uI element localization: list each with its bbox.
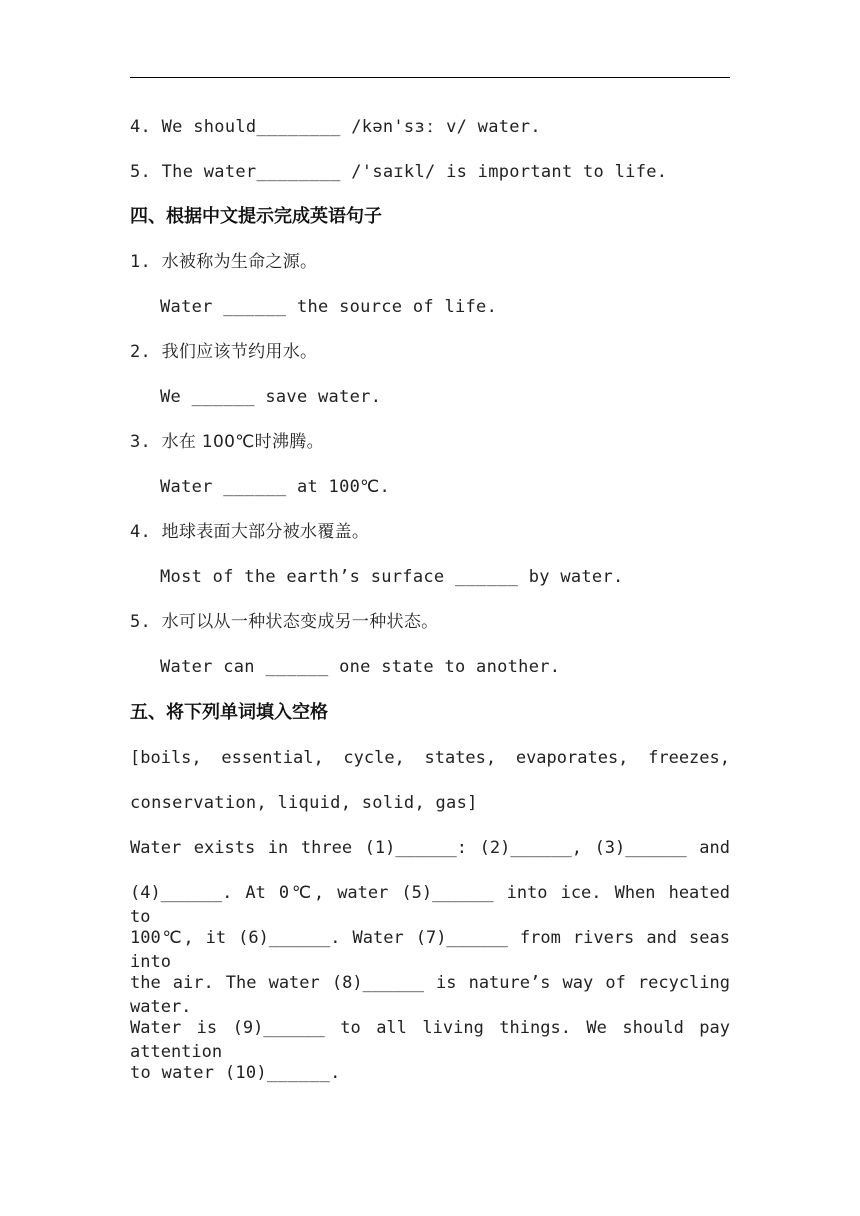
s4-item-2-en: We ______ save water. — [160, 387, 382, 407]
s4-item-5-num: 5. — [130, 612, 152, 632]
s4-item-3-en: Water ______ at 100℃. — [160, 477, 391, 497]
s4-item-1-cn — [130, 250, 317, 274]
passage-line-1: Water exists in three (1)______: (2)______, (3)______ and — [130, 838, 730, 858]
s4-item-2-num: 2. — [130, 342, 152, 362]
s4-item-3-cn — [130, 430, 324, 454]
top-rule-divider — [130, 77, 730, 78]
s3-item-5 — [130, 160, 667, 184]
s4-item-4-cn — [130, 520, 369, 544]
s3-item-4 — [130, 115, 541, 139]
s4-item-1-num: 1. — [130, 252, 152, 272]
s3-item-4-num: 4. — [130, 117, 152, 137]
s4-item-1-en: Water ______ the source of life. — [160, 297, 498, 317]
section5-heading: 五、将下列单词填入空格 — [130, 702, 328, 723]
word-bank-line-2: conservation, liquid, solid, gas] — [130, 793, 478, 813]
passage-line-4: the air. The water (8)______ is nature’s way of recycling water. — [130, 973, 730, 1017]
s4-item-2-cn — [130, 340, 317, 364]
s4-item-4-prompt: 地球表面大部分被水覆盖。 — [161, 522, 370, 542]
section4-heading: 四、根据中文提示完成英语句子 — [130, 206, 382, 227]
s4-item-5-en: Water can ______ one state to another. — [160, 657, 561, 677]
passage-line-2: (4)______. At 0℃, water (5)______ into ice. When heated to — [130, 883, 730, 927]
s3-item-4-text: We should________ /kən'sɜː v/ water. — [161, 117, 541, 137]
s4-item-3-prompt: 水在 100℃时沸腾。 — [161, 432, 324, 452]
s3-item-5-num: 5. — [130, 162, 152, 182]
s4-item-3-num: 3. — [130, 432, 152, 452]
passage-line-6: to water (10)______. — [130, 1063, 341, 1083]
s4-item-5-prompt: 水可以从一种状态变成另一种状态。 — [161, 612, 439, 632]
s4-item-4-en: Most of the earth’s surface ______ by water. — [160, 567, 624, 587]
passage-line-5: Water is (9)______ to all living things. We should pay attention — [130, 1018, 730, 1062]
s4-item-1-prompt: 水被称为生命之源。 — [161, 252, 318, 272]
s4-item-2-prompt: 我们应该节约用水。 — [161, 342, 318, 362]
s4-item-4-num: 4. — [130, 522, 152, 542]
word-bank-line-1: [boils, essential, cycle, states, evaporates, freezes, — [130, 748, 730, 768]
s3-item-5-text: The water________ /'saɪkl/ is important to life. — [161, 162, 668, 182]
passage-line-3: 100℃, it (6)______. Water (7)______ from rivers and seas into — [130, 928, 730, 972]
s4-item-5-cn — [130, 610, 438, 634]
